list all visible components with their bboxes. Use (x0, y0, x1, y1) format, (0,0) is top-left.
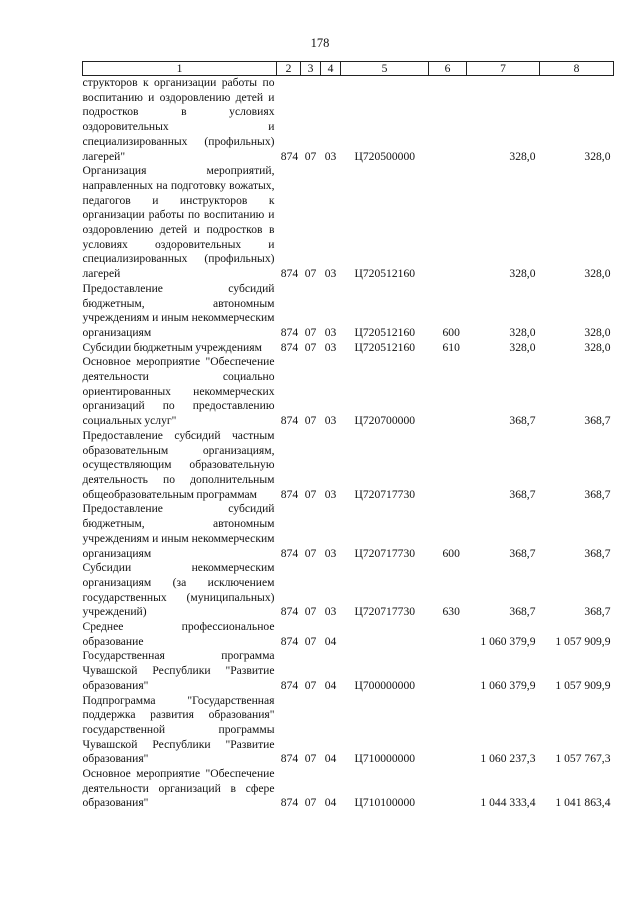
expense-type-code (429, 767, 467, 811)
subsection-code: 03 (324, 546, 337, 560)
subsection-code: 03 (324, 267, 337, 281)
amount-year-1: 368,7 (509, 487, 536, 501)
amount-year-2: 1 057 909,9 (555, 678, 611, 692)
row-name: структоров к организации работы по воспитанию и оздоровлению детей и подростков в условиях оздоровительных и специализированных (профильных) лагерей" (82, 76, 275, 163)
ministry-code: 874 (280, 546, 299, 560)
table-row (83, 282, 614, 341)
row-name: Предоставление субсидий бюджетным, автономным учреждениям и иным некоммерческим организациям (82, 502, 275, 560)
amount-year-1: 368,7 (509, 605, 536, 619)
table-row (83, 694, 614, 768)
subsection-code: 04 (324, 752, 337, 766)
table-row (83, 649, 614, 693)
ministry-code: 874 (280, 796, 299, 810)
target-article-code: Ц720700000 (354, 414, 416, 428)
section-code: 07 (304, 325, 317, 339)
target-article-code: Ц720512160 (354, 325, 416, 339)
amount-year-1: 368,7 (509, 546, 536, 560)
subsection-code: 04 (324, 678, 337, 692)
column-header: 8 (540, 62, 614, 76)
section-code: 07 (304, 634, 317, 648)
amount-year-1: 328,0 (509, 340, 536, 354)
section-code: 07 (304, 605, 317, 619)
amount-year-2: 1 041 863,4 (555, 796, 611, 810)
expense-type-code (429, 164, 467, 282)
expense-type-code: 610 (442, 340, 460, 354)
section-code: 07 (304, 546, 317, 560)
ministry-code: 874 (280, 325, 299, 339)
amount-year-2: 328,0 (584, 325, 611, 339)
row-name: Субсидии бюджетным учреждениям (82, 340, 262, 354)
target-article-code: Ц720717730 (354, 487, 416, 501)
column-header: 5 (341, 62, 429, 76)
table-body (83, 76, 614, 812)
target-article-code: Ц720512160 (354, 340, 416, 354)
row-name: Предоставление субсидий частным образовательным организациям, осуществляющим образовательную деятельность по дополнительным общеобразовательным программам (82, 428, 275, 501)
table-row (83, 561, 614, 620)
amount-year-1: 368,7 (509, 414, 536, 428)
row-name: Основное мероприятие "Обеспечение деятельности социально ориентированных некоммерческих организаций по предоставлению социальных услуг" (82, 355, 275, 428)
amount-year-2: 368,7 (584, 414, 611, 428)
expense-type-code (429, 355, 467, 429)
amount-year-2: 1 057 909,9 (555, 634, 611, 648)
expense-type-code (429, 76, 467, 165)
ministry-code: 874 (280, 340, 299, 354)
amount-year-1: 1 060 237,3 (480, 752, 536, 766)
table-row (83, 429, 614, 503)
target-article-code: Ц710100000 (354, 796, 416, 810)
amount-year-2: 328,0 (584, 149, 611, 163)
row-name: Основное мероприятие "Обеспечение деятельности организаций в сфере образования" (82, 767, 275, 810)
target-article-code: Ц720500000 (354, 149, 416, 163)
column-header: 7 (467, 62, 540, 76)
target-article-code: Ц700000000 (354, 678, 416, 692)
amount-year-1: 1 060 379,9 (480, 678, 536, 692)
column-header: 3 (301, 62, 321, 76)
amount-year-1: 328,0 (509, 267, 536, 281)
amount-year-2: 328,0 (584, 340, 611, 354)
row-name: Субсидии некоммерческим организациям (за исключением государственных (муниципальных) учреждений) (82, 561, 275, 619)
amount-year-1: 328,0 (509, 149, 536, 163)
table-row (83, 620, 614, 649)
ministry-code: 874 (280, 678, 299, 692)
column-header: 4 (321, 62, 341, 76)
subsection-code: 04 (324, 634, 337, 648)
table-row (83, 341, 614, 356)
column-header: 1 (83, 62, 277, 76)
amount-year-2: 1 057 767,3 (555, 752, 611, 766)
section-code: 07 (304, 752, 317, 766)
table-row (83, 355, 614, 429)
section-code: 07 (304, 796, 317, 810)
expense-type-code: 600 (442, 325, 460, 339)
amount-year-2: 368,7 (584, 546, 611, 560)
expense-type-code (429, 649, 467, 693)
subsection-code: 03 (324, 325, 337, 339)
ministry-code: 874 (280, 752, 299, 766)
subsection-code: 03 (324, 605, 337, 619)
table-row (83, 502, 614, 561)
subsection-code: 03 (324, 414, 337, 428)
section-code: 07 (304, 267, 317, 281)
amount-year-2: 368,7 (584, 605, 611, 619)
section-code: 07 (304, 678, 317, 692)
subsection-code: 03 (324, 340, 337, 354)
section-code: 07 (304, 149, 317, 163)
ministry-code: 874 (280, 149, 299, 163)
amount-year-2: 328,0 (584, 267, 611, 281)
ministry-code: 874 (280, 414, 299, 428)
expense-type-code: 630 (442, 605, 460, 619)
target-article-code: Ц720717730 (354, 605, 416, 619)
section-code: 07 (304, 340, 317, 354)
ministry-code: 874 (280, 267, 299, 281)
amount-year-1: 328,0 (509, 325, 536, 339)
amount-year-1: 1 044 333,4 (480, 796, 536, 810)
ministry-code: 874 (280, 487, 299, 501)
subsection-code: 04 (324, 796, 337, 810)
table-row (83, 164, 614, 282)
ministry-code: 874 (280, 634, 299, 648)
row-name: Государственная программа Чувашской Республики "Развитие образования" (82, 649, 275, 692)
table-header (83, 62, 614, 76)
page-number: 178 (310, 36, 330, 50)
row-name: Организация мероприятий, направленных на подготовку вожатых, педагогов и инструкторов к организации работы по воспитанию и оздоровлению детей и подростков в условиях оздоровительных и специализированных (профильных) лагерей (82, 164, 275, 281)
column-header: 2 (277, 62, 301, 76)
row-name: Подпрограмма "Государственная поддержка развития образования" государственной программы Чувашской Республики "Развитие образования" (82, 693, 275, 766)
target-article-code: Ц720512160 (354, 267, 416, 281)
header-row (83, 62, 614, 76)
amount-year-2: 368,7 (584, 487, 611, 501)
row-name: Предоставление субсидий бюджетным, автономным учреждениям и иным некоммерческим организациям (82, 281, 275, 339)
section-code: 07 (304, 487, 317, 501)
target-article-code (341, 620, 429, 649)
subsection-code: 03 (324, 487, 337, 501)
table-row (83, 767, 614, 811)
target-article-code: Ц720717730 (354, 546, 416, 560)
section-code: 07 (304, 414, 317, 428)
expense-type-code: 600 (442, 546, 460, 560)
target-article-code: Ц710000000 (354, 752, 416, 766)
amount-year-1: 1 060 379,9 (480, 634, 536, 648)
subsection-code: 03 (324, 149, 337, 163)
ministry-code: 874 (280, 605, 299, 619)
table-row (83, 76, 614, 165)
expense-type-code (429, 429, 467, 503)
budget-table (82, 61, 614, 811)
expense-type-code (429, 694, 467, 768)
column-header: 6 (429, 62, 467, 76)
row-name: Среднее профессиональное образование (82, 620, 275, 648)
expense-type-code (429, 620, 467, 649)
